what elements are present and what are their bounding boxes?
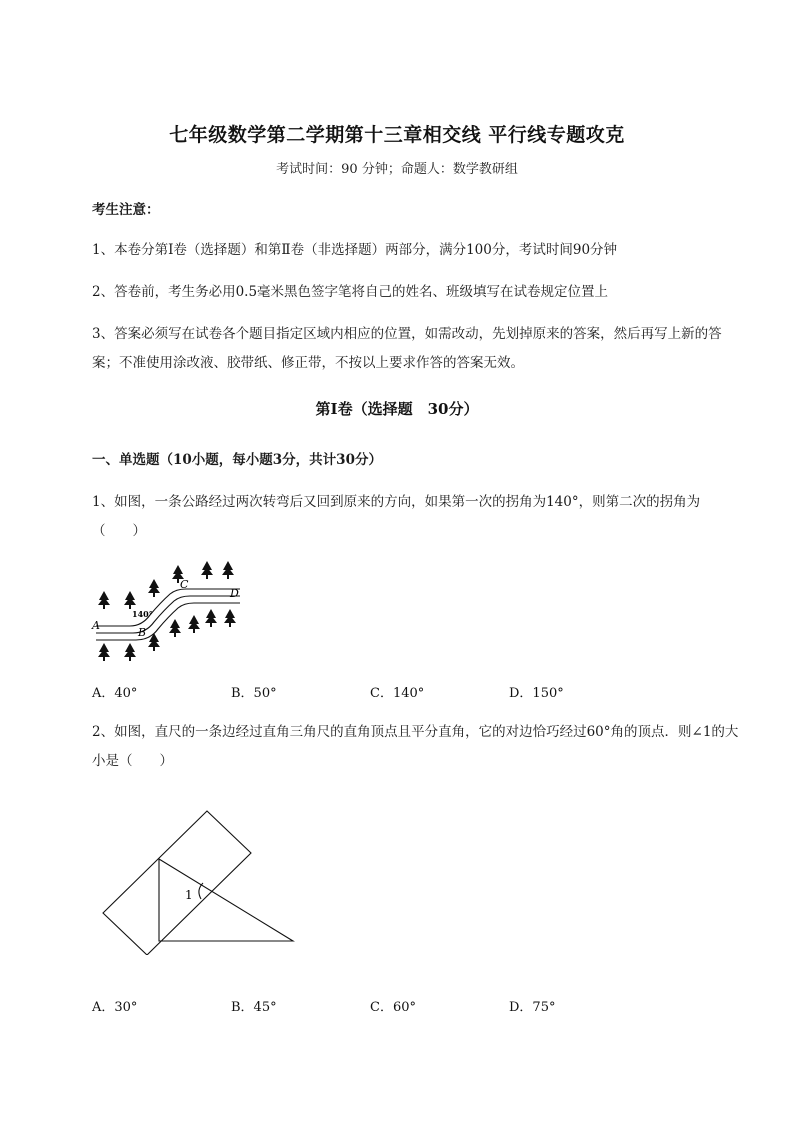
option-c[interactable]: C．140°: [370, 686, 425, 701]
question-2-figure: [95, 805, 305, 955]
question-1-text: 1、如图，一条公路经过两次转弯后又回到原来的方向，如果第一次的拐角为140°，则第二次的拐角为（ ）: [92, 494, 701, 539]
notice-item-3: 3、答案必须写在试卷各个题目指定区域内相应的位置，如需改动，先划掉原来的答案，然后再写上新的答案；不准使用涂改液、胶带纸、修正带，不按以上要求作答的答案无效。: [92, 326, 722, 371]
section-title: 第I卷（选择题 30分）: [315, 400, 479, 418]
notice-item-1: 1、本卷分第I卷（选择题）和第Ⅱ卷（非选择题）两部分，满分100分，考试时间90分钟: [92, 242, 618, 258]
part-heading: 一、单选题（10小题，每小题3分，共计30分）: [92, 452, 382, 468]
page-title: 七年级数学第二学期第十三章相交线 平行线专题攻克: [169, 124, 625, 146]
option-a[interactable]: A．30°: [92, 1000, 138, 1015]
question-1-figure: [90, 555, 250, 665]
page-subtitle: 考试时间：90 分钟；命题人：数学教研组: [276, 162, 518, 177]
option-c[interactable]: C．60°: [370, 1000, 416, 1015]
notice-item-2: 2、答卷前，考生务必用0.5毫米黑色签字笔将自己的姓名、班级填写在试卷规定位置上: [92, 284, 609, 300]
label-a: A: [92, 619, 100, 632]
option-d[interactable]: D．150°: [509, 686, 564, 701]
option-d[interactable]: D．75°: [509, 1000, 556, 1015]
option-b[interactable]: B．50°: [231, 686, 277, 701]
label-c: C: [180, 578, 189, 591]
option-b[interactable]: B．45°: [231, 1000, 277, 1015]
option-a[interactable]: A．40°: [92, 686, 138, 701]
question-2-text: 2、如图，直尺的一条边经过直角三角尺的直角顶点且平分直角，它的对边恰巧经过60°角的顶点．则∠1的大小是（ ）: [92, 724, 739, 769]
label-angle-1: 1: [185, 888, 193, 902]
label-d: D: [230, 587, 239, 600]
question-1-options: [92, 682, 732, 701]
label-angle-140: 140°: [132, 609, 153, 619]
label-b: B: [138, 626, 147, 639]
question-2-options: [92, 996, 732, 1015]
notice-heading: 考生注意：: [92, 202, 160, 218]
